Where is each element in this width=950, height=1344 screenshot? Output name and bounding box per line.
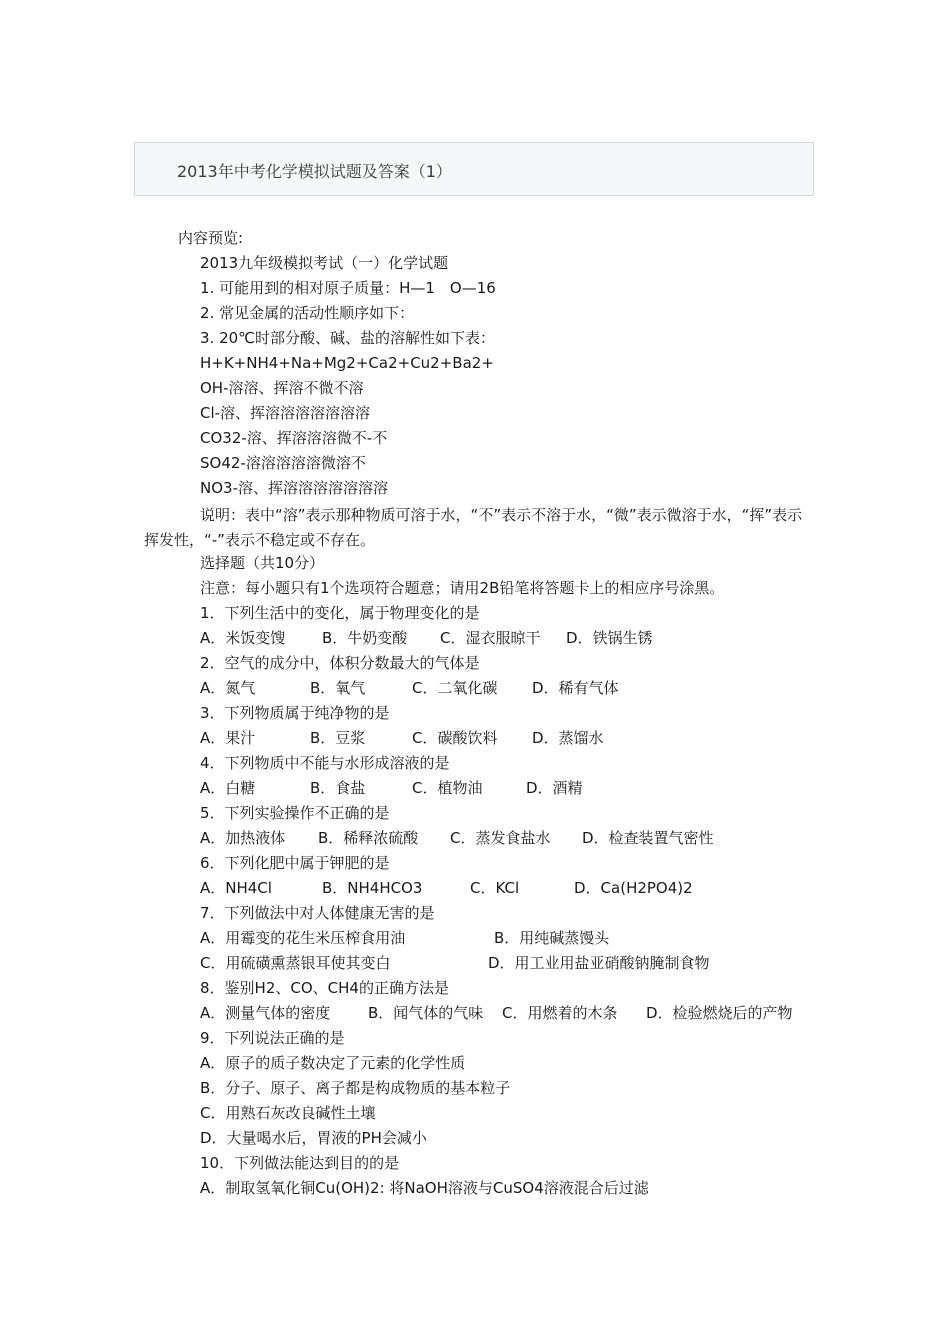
option: C．用硫磺熏蒸银耳使其变白 bbox=[200, 954, 391, 972]
option: B．稀释浓硫酸 bbox=[318, 829, 419, 847]
option: B．NH4HCO3 bbox=[322, 879, 423, 897]
option: C．用燃着的木条 bbox=[502, 1004, 618, 1022]
option: C．湿衣服晾干 bbox=[440, 629, 541, 647]
option: A．米饭变馊 bbox=[200, 629, 286, 647]
option: C．二氧化碳 bbox=[412, 679, 498, 697]
question-stem: 3．下列物质属于纯净物的是 bbox=[200, 704, 390, 722]
option: C．碳酸饮料 bbox=[412, 729, 498, 747]
exam-title: 2013九年级模拟考试（一）化学试题 bbox=[200, 254, 449, 272]
question-stem: 1．下列生活中的变化，属于物理变化的是 bbox=[200, 604, 480, 622]
option: D．蒸馏水 bbox=[532, 729, 604, 747]
document-title-box bbox=[134, 142, 814, 196]
option: C．蒸发食盐水 bbox=[450, 829, 551, 847]
solubility-row: H+K+NH4+Na+Mg2+Ca2+Cu2+Ba2+ bbox=[200, 354, 494, 372]
solubility-row: NO3-溶、挥溶溶溶溶溶溶溶 bbox=[200, 479, 388, 497]
option: A．白糖 bbox=[200, 779, 256, 797]
question-stem: 5．下列实验操作不正确的是 bbox=[200, 804, 390, 822]
option: C．KCl bbox=[470, 879, 520, 897]
preview-label: 内容预览: bbox=[178, 229, 244, 247]
solubility-row: CO32-溶、挥溶溶溶微不-不 bbox=[200, 429, 388, 447]
note-line: 1. 可能用到的相对原子质量：H—1 O—16 bbox=[200, 279, 496, 297]
question-stem: 8．鉴别H2、CO、CH4的正确方法是 bbox=[200, 979, 449, 997]
option: D．酒精 bbox=[526, 779, 583, 797]
option: D．铁锅生锈 bbox=[566, 629, 653, 647]
question-option-line: C．用熟石灰改良碱性土壤 bbox=[200, 1104, 376, 1122]
question-stem: 4．下列物质中不能与水形成溶液的是 bbox=[200, 754, 450, 772]
note-line: 3. 20℃时部分酸、碱、盐的溶解性如下表： bbox=[200, 329, 496, 347]
option: A．测量气体的密度 bbox=[200, 1004, 331, 1022]
option: B．用纯碱蒸馒头 bbox=[494, 929, 610, 947]
question-stem: 7．下列做法中对人体健康无害的是 bbox=[200, 904, 435, 922]
solubility-row: SO42-溶溶溶溶溶微溶不 bbox=[200, 454, 366, 472]
option: B．牛奶变酸 bbox=[322, 629, 408, 647]
solubility-row: OH-溶溶、挥溶不微不溶 bbox=[200, 379, 364, 397]
section-title: 选择题（共10分） bbox=[200, 554, 325, 572]
question-stem: 10．下列做法能达到目的的是 bbox=[200, 1154, 400, 1172]
note-line: 2. 常见金属的活动性顺序如下： bbox=[200, 304, 415, 322]
option: D．用工业用盐亚硝酸钠腌制食物 bbox=[488, 954, 710, 972]
option: B．食盐 bbox=[310, 779, 366, 797]
option: B．氧气 bbox=[310, 679, 366, 697]
option: B．闻气体的气味 bbox=[368, 1004, 484, 1022]
option: D．Ca(H2PO4)2 bbox=[574, 879, 693, 897]
option: B．豆浆 bbox=[310, 729, 366, 747]
option: D．稀有气体 bbox=[532, 679, 619, 697]
option: A．加热液体 bbox=[200, 829, 286, 847]
solubility-row: Cl-溶、挥溶溶溶溶溶溶溶 bbox=[200, 404, 371, 422]
section-note: 注意：每小题只有1个选项符合题意；请用2B铅笔将答题卡上的相应序号涂黑。 bbox=[200, 579, 725, 597]
question-stem: 6．下列化肥中属于钾肥的是 bbox=[200, 854, 390, 872]
question-stem: 2．空气的成分中，体积分数最大的气体是 bbox=[200, 654, 480, 672]
option: A．果汁 bbox=[200, 729, 256, 747]
question-stem: 9．下列说法正确的是 bbox=[200, 1029, 345, 1047]
question-option-line: A．原子的质子数决定了元素的化学性质 bbox=[200, 1054, 466, 1072]
question-option-line: D．大量喝水后，胃液的PH会减小 bbox=[200, 1129, 427, 1147]
option: D．检查装置气密性 bbox=[582, 829, 714, 847]
option: A．NH4Cl bbox=[200, 879, 272, 897]
option: A．用霉变的花生米压榨食用油 bbox=[200, 929, 406, 947]
option: C．植物油 bbox=[412, 779, 483, 797]
option: D．检验燃烧后的产物 bbox=[646, 1004, 793, 1022]
question-option-line: A．制取氢氧化铜Cu(OH)2: 将NaOH溶液与CuSO4溶液混合后过滤 bbox=[200, 1179, 649, 1197]
explanation-paragraph: 说明：表中“溶”表示那种物质可溶于水，“不”表示不溶于水，“微”表示微溶于水，“挥”表示挥发性，“-”表示不稳定或不存在。 bbox=[144, 506, 803, 549]
document-title: 2013年中考化学模拟试题及答案（1） bbox=[177, 162, 452, 181]
question-option-line: B．分子、原子、离子都是构成物质的基本粒子 bbox=[200, 1079, 511, 1097]
option: A．氮气 bbox=[200, 679, 256, 697]
